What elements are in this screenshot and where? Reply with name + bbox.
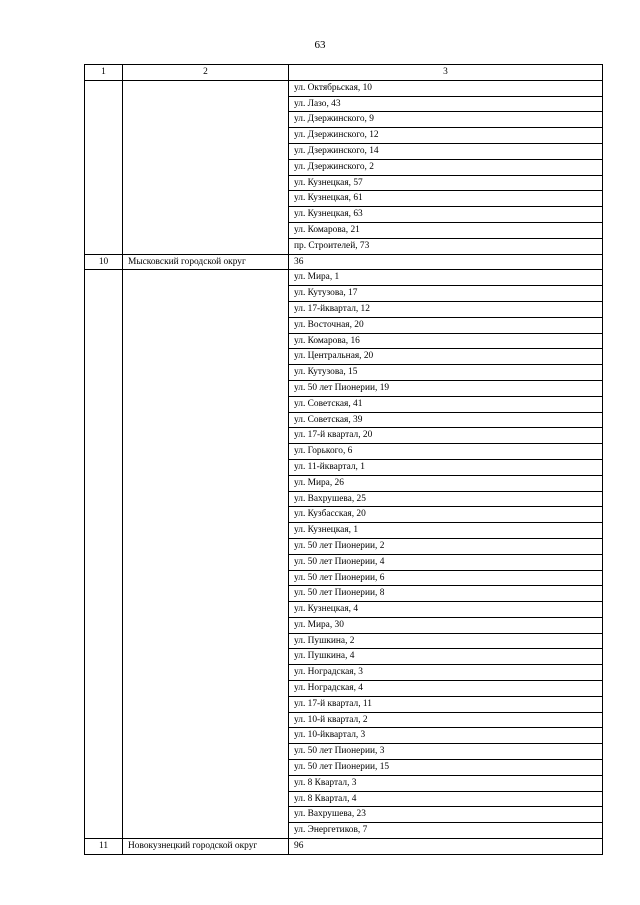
- address-cell: ул. 50 лет Пионерии, 15: [289, 760, 603, 776]
- district-name: Мысковский городской округ: [123, 254, 289, 270]
- district-number: 11: [85, 839, 123, 855]
- district-number: 10: [85, 254, 123, 270]
- district-name: Новокузнецкий городской округ: [123, 839, 289, 855]
- address-cell: ул. Октябрьская, 10: [289, 80, 603, 96]
- address-cell: ул. Дзержинского, 14: [289, 143, 603, 159]
- address-cell: ул. Горького, 6: [289, 444, 603, 460]
- header-col-3: 3: [289, 65, 603, 81]
- address-cell: ул. Ноградская, 3: [289, 665, 603, 681]
- address-cell: ул. Восточная, 20: [289, 317, 603, 333]
- address-cell: ул. 50 лет Пионерии, 8: [289, 586, 603, 602]
- address-cell: ул. Комарова, 16: [289, 333, 603, 349]
- address-cell: ул. Вахрушева, 25: [289, 491, 603, 507]
- address-cell: ул. Дзержинского, 9: [289, 112, 603, 128]
- address-cell: ул. 10-й квартал, 2: [289, 712, 603, 728]
- row-number-cell: [85, 80, 123, 254]
- row-number-cell: [85, 270, 123, 839]
- address-cell: ул. Пушкина, 4: [289, 649, 603, 665]
- address-cell: пр. Строителей, 73: [289, 238, 603, 254]
- address-cell: ул. 50 лет Пионерии, 4: [289, 554, 603, 570]
- address-cell: ул. Ноградская, 4: [289, 681, 603, 697]
- address-cell: ул. Мира, 1: [289, 270, 603, 286]
- address-cell: ул. Кузнецкая, 57: [289, 175, 603, 191]
- address-cell: ул. Советская, 41: [289, 396, 603, 412]
- address-cell: ул. Кузнецкая, 4: [289, 602, 603, 618]
- table-row: [85, 80, 603, 96]
- district-name-cell: [123, 80, 289, 254]
- table-header-row: [85, 65, 603, 81]
- address-cell: ул. 50 лет Пионерии, 3: [289, 744, 603, 760]
- address-cell: ул. 17-й квартал, 11: [289, 696, 603, 712]
- address-cell: ул. Советская, 39: [289, 412, 603, 428]
- address-count: 36: [289, 254, 603, 270]
- address-cell: ул. 50 лет Пионерии, 6: [289, 570, 603, 586]
- header-col-1: 1: [85, 65, 123, 81]
- address-cell: ул. Дзержинского, 12: [289, 128, 603, 144]
- address-cell: ул. 10-йквартал, 3: [289, 728, 603, 744]
- address-cell: ул. 50 лет Пионерии, 2: [289, 538, 603, 554]
- address-table: [84, 64, 603, 855]
- address-cell: ул. 8 Квартал, 4: [289, 791, 603, 807]
- district-name-cell: [123, 270, 289, 839]
- header-col-2: 2: [123, 65, 289, 81]
- table-row: [85, 270, 603, 286]
- address-cell: ул. 11-йквартал, 1: [289, 459, 603, 475]
- district-row: [85, 839, 603, 855]
- address-cell: ул. Центральная, 20: [289, 349, 603, 365]
- address-cell: ул. Кузбасская, 20: [289, 507, 603, 523]
- address-cell: ул. 50 лет Пионерии, 19: [289, 380, 603, 396]
- address-cell: ул. Комарова, 21: [289, 222, 603, 238]
- address-cell: ул. Мира, 26: [289, 475, 603, 491]
- address-cell: ул. Кузнецкая, 61: [289, 191, 603, 207]
- address-cell: ул. Лазо, 43: [289, 96, 603, 112]
- address-table-body: [85, 65, 603, 855]
- address-cell: ул. Вахрушева, 23: [289, 807, 603, 823]
- address-cell: ул. Кутузова, 15: [289, 365, 603, 381]
- address-cell: ул. Пушкина, 2: [289, 633, 603, 649]
- district-row: [85, 254, 603, 270]
- address-cell: ул. Кузнецкая, 63: [289, 207, 603, 223]
- address-cell: ул. Энергетиков, 7: [289, 823, 603, 839]
- address-cell: ул. Дзержинского, 2: [289, 159, 603, 175]
- address-cell: ул. 8 Квартал, 3: [289, 775, 603, 791]
- address-cell: ул. 17-й квартал, 20: [289, 428, 603, 444]
- address-cell: ул. Кузнецкая, 1: [289, 523, 603, 539]
- address-cell: ул. Кутузова, 17: [289, 286, 603, 302]
- address-cell: ул. Мира, 30: [289, 617, 603, 633]
- address-count: 96: [289, 839, 603, 855]
- address-cell: ул. 17-йквартал, 12: [289, 301, 603, 317]
- page-number: 63: [314, 39, 326, 51]
